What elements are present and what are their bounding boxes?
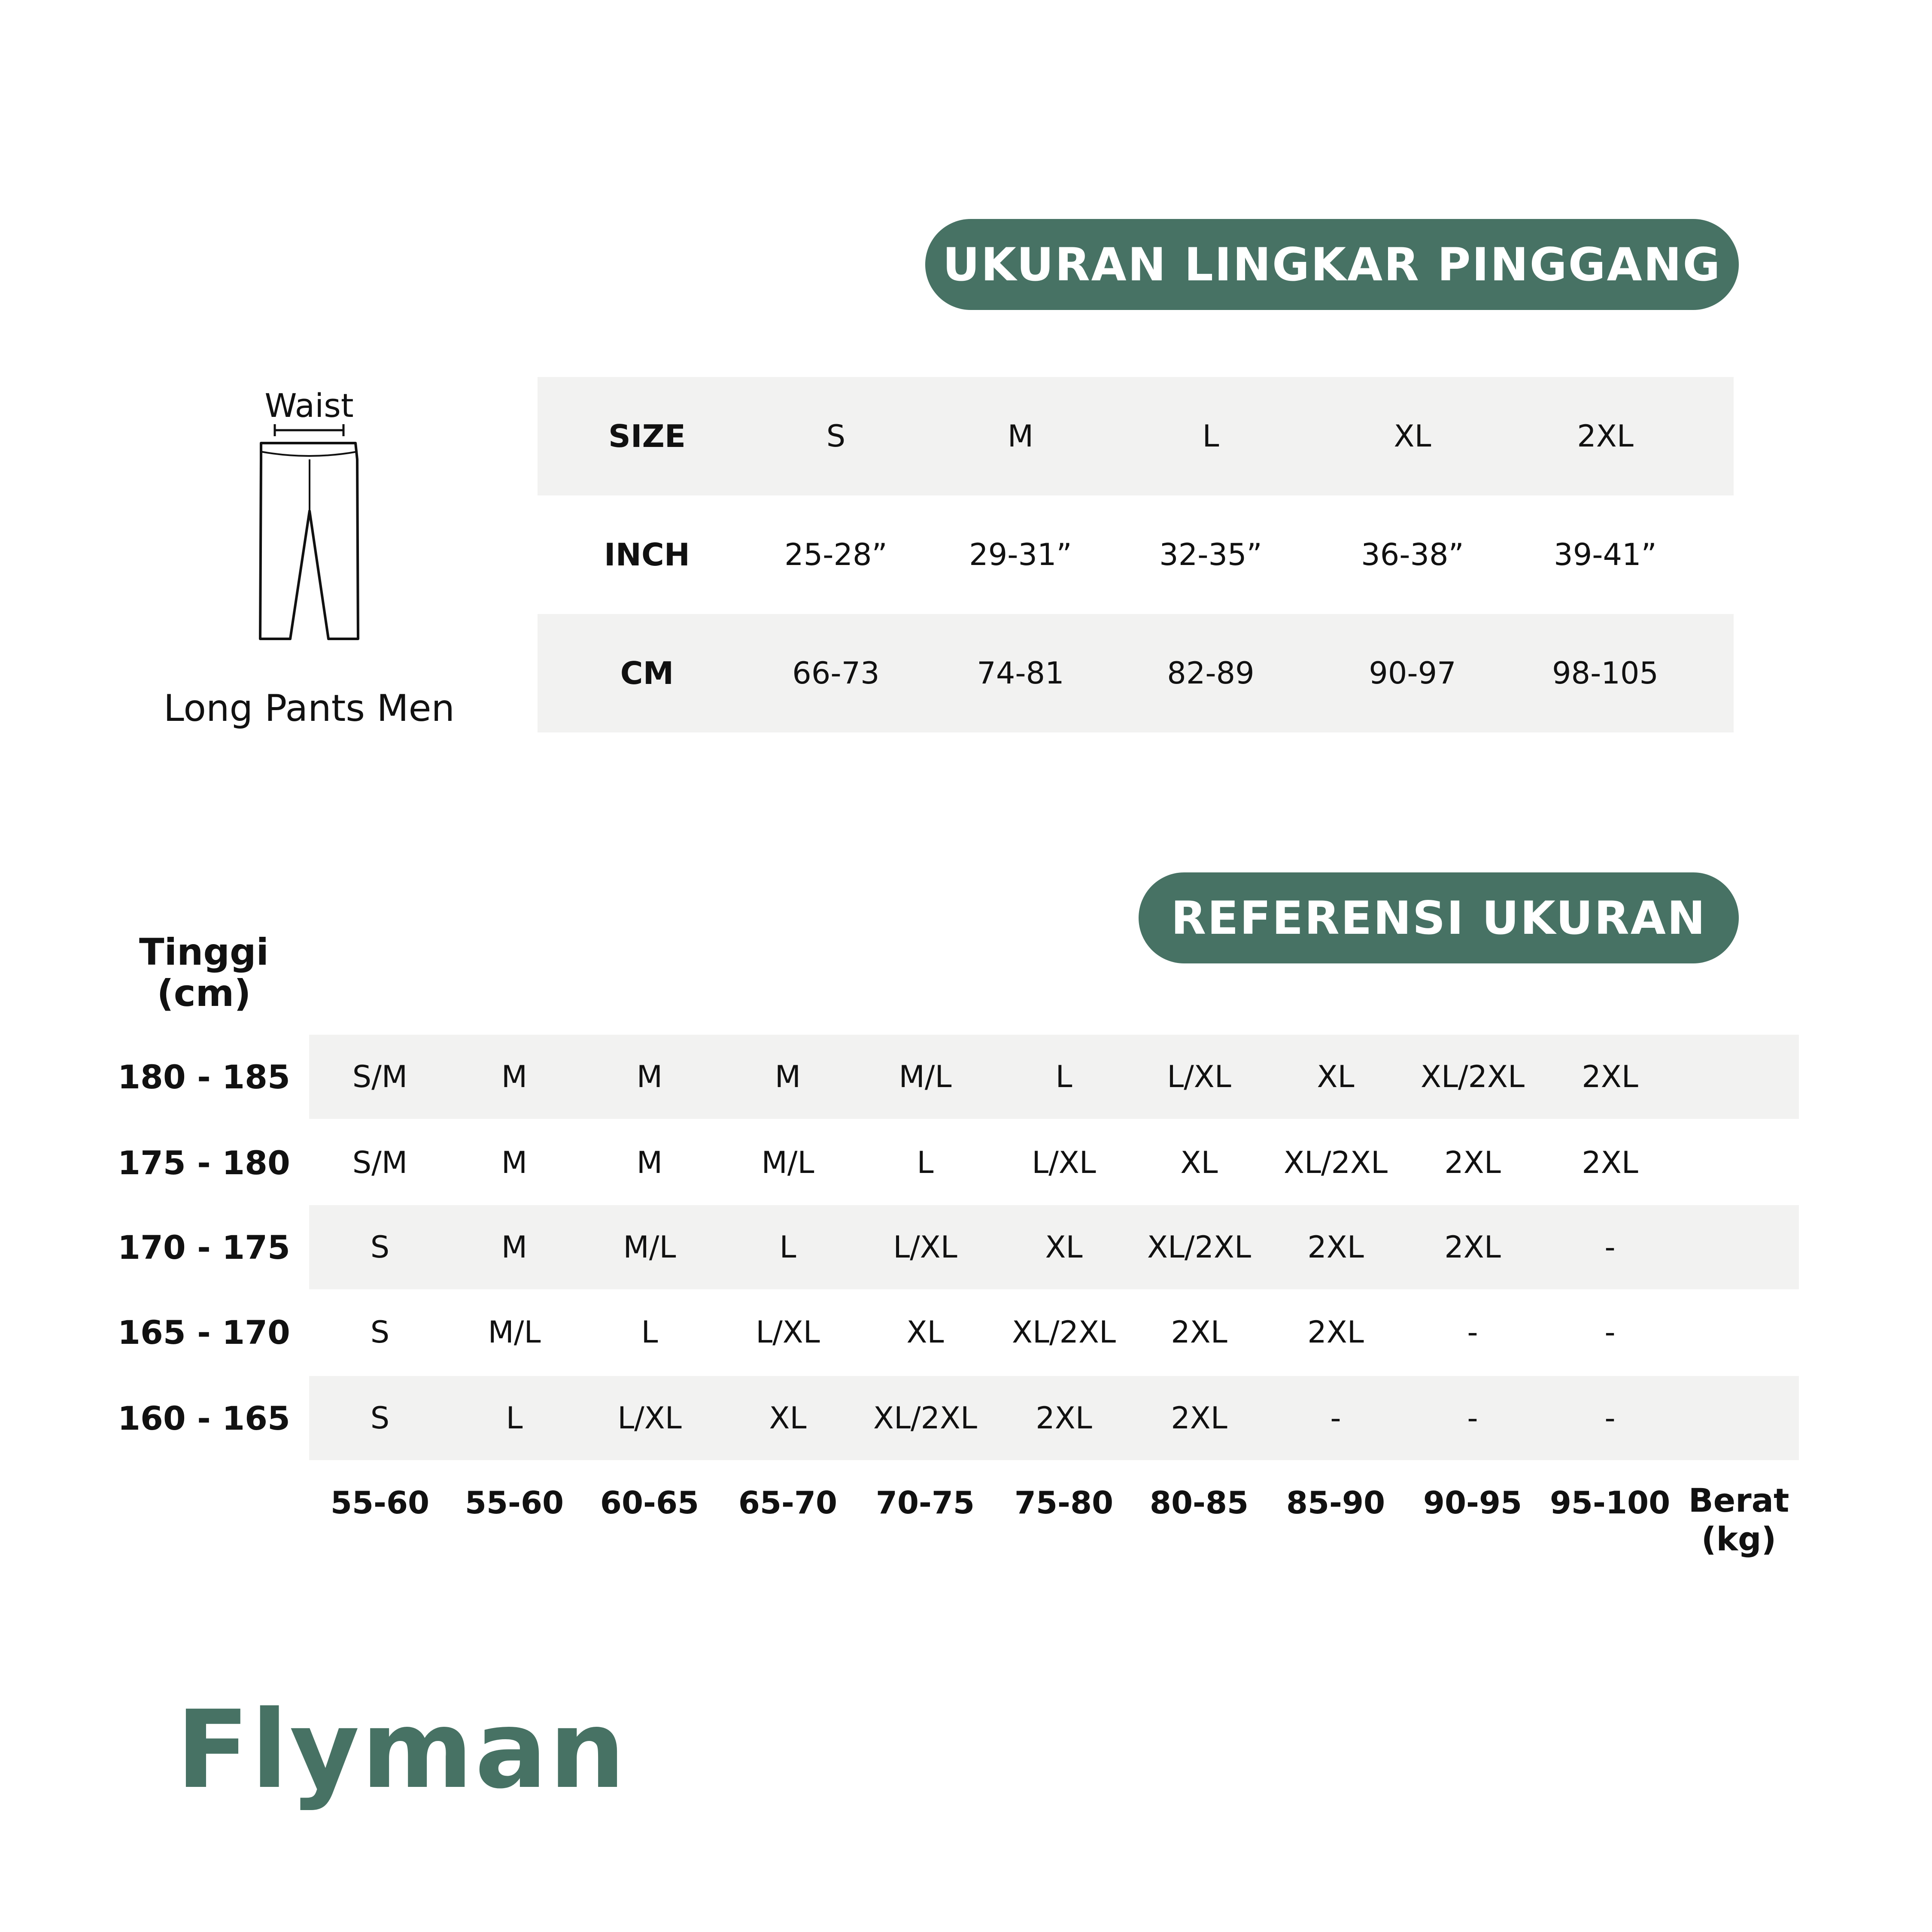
- size-reference-cell: L/XL: [756, 1315, 820, 1350]
- size-reference-cell: 2XL: [1444, 1145, 1501, 1180]
- table-header-cell: M: [1007, 419, 1034, 454]
- size-reference-cell: 2XL: [1582, 1145, 1638, 1180]
- size-reference-cell: XL: [1045, 1230, 1083, 1265]
- size-reference-cell: S/M: [352, 1059, 408, 1094]
- size-reference-cell: S: [370, 1230, 390, 1265]
- weight-range-label: 60-65: [600, 1485, 699, 1521]
- size-reference-cell: L: [506, 1400, 523, 1436]
- table-row-label: INCH: [604, 537, 690, 573]
- size-reference-cell: 2XL: [1444, 1230, 1501, 1265]
- size-reference-cell: XL/2XL: [1147, 1230, 1252, 1265]
- size-reference-cell: -: [1604, 1400, 1616, 1436]
- table-cell: 32-35”: [1159, 537, 1262, 572]
- size-reference-cell: XL/2XL: [1283, 1145, 1388, 1180]
- weight-range-label: 65-70: [738, 1485, 838, 1521]
- size-reference-cell: -: [1604, 1230, 1616, 1265]
- weight-range-label: 70-75: [875, 1485, 975, 1521]
- size-reference-cell: M/L: [899, 1059, 952, 1094]
- size-reference-cell: -: [1467, 1400, 1478, 1436]
- size-reference-cell: M: [636, 1059, 663, 1094]
- size-reference-cell: L/XL: [1032, 1145, 1096, 1180]
- size-reference-cell: M/L: [761, 1145, 814, 1180]
- table-header-cell: S: [826, 419, 846, 454]
- size-reference-cell: L/XL: [617, 1400, 682, 1436]
- weight-range-label: 85-90: [1286, 1485, 1385, 1521]
- size-reference-cell: S/M: [352, 1145, 408, 1180]
- size-reference-cell: L: [917, 1145, 934, 1180]
- size-reference-cell: 2XL: [1307, 1230, 1364, 1265]
- pants-diagram: [189, 378, 429, 670]
- weight-range-label: 55-60: [465, 1485, 564, 1521]
- waist-table-row-cm: [538, 614, 1734, 732]
- size-reference-cell: XL: [1317, 1059, 1355, 1094]
- size-reference-cell: L/XL: [893, 1230, 957, 1265]
- weight-range-label: 55-60: [330, 1485, 430, 1521]
- diagram-caption: Long Pants Men: [163, 687, 455, 730]
- size-reference-row: [309, 1290, 1799, 1374]
- size-reference-cell: M: [636, 1145, 663, 1180]
- size-reference-cell: XL: [1180, 1145, 1218, 1180]
- weight-axis-label: Berat (kg): [1688, 1481, 1789, 1558]
- waist-size-title: UKURAN LINGKAR PINGGANG: [925, 219, 1739, 310]
- table-cell: 90-97: [1369, 656, 1456, 691]
- size-reference-cell: L/XL: [1167, 1059, 1231, 1094]
- size-reference-cell: XL/2XL: [1012, 1315, 1116, 1350]
- waist-table-header-row: [538, 377, 1734, 495]
- table-row-label: CM: [620, 655, 674, 691]
- table-header-cell: L: [1202, 419, 1219, 454]
- waist-table-row-inch: [538, 495, 1734, 614]
- size-reference-cell: XL: [769, 1400, 807, 1436]
- size-reference-cell: M/L: [623, 1230, 676, 1265]
- weight-range-label: 75-80: [1014, 1485, 1114, 1521]
- table-cell: 66-73: [792, 656, 880, 691]
- size-reference-cell: L: [1055, 1059, 1072, 1094]
- size-reference-row: [309, 1121, 1799, 1205]
- size-reference-cell: 2XL: [1307, 1315, 1364, 1350]
- weight-range-label: 90-95: [1423, 1485, 1522, 1521]
- waist-label: Waist: [264, 386, 354, 425]
- size-reference-cell: M/L: [488, 1315, 541, 1350]
- size-reference-cell: -: [1604, 1315, 1616, 1350]
- table-cell: 98-105: [1552, 656, 1659, 691]
- size-reference-cell: M: [501, 1145, 528, 1180]
- weight-range-label: 95-100: [1549, 1485, 1671, 1521]
- size-reference-cell: XL/2XL: [873, 1400, 978, 1436]
- size-reference-cell: M: [775, 1059, 801, 1094]
- size-reference-cell: M: [501, 1059, 528, 1094]
- size-reference-cell: XL/2XL: [1420, 1059, 1525, 1094]
- height-row-label: 180 - 185: [118, 1057, 290, 1096]
- size-reference-cell: L: [779, 1230, 796, 1265]
- size-reference-cell: L: [641, 1315, 658, 1350]
- table-header-cell: SIZE: [608, 418, 686, 454]
- long-pants-icon: [189, 421, 429, 670]
- brand-logo: Flyman: [176, 1687, 627, 1812]
- size-reference-cell: S: [370, 1400, 390, 1436]
- size-reference-row: [309, 1376, 1799, 1460]
- size-reference-row: [309, 1205, 1799, 1289]
- height-row-label: 160 - 165: [118, 1399, 290, 1437]
- size-reference-cell: -: [1330, 1400, 1341, 1436]
- table-cell: 36-38”: [1361, 537, 1464, 572]
- table-cell: 29-31”: [969, 537, 1072, 572]
- size-reference-title: REFERENSI UKURAN: [1139, 872, 1739, 963]
- table-cell: 25-28”: [784, 537, 887, 572]
- size-reference-row: [309, 1035, 1799, 1119]
- size-reference-cell: -: [1467, 1315, 1478, 1350]
- size-reference-cell: S: [370, 1315, 390, 1350]
- size-reference-cell: 2XL: [1171, 1315, 1227, 1350]
- table-cell: 39-41”: [1554, 537, 1657, 572]
- table-header-cell: 2XL: [1577, 419, 1634, 454]
- table-cell: 82-89: [1167, 656, 1255, 691]
- size-reference-cell: 2XL: [1171, 1400, 1227, 1436]
- height-row-label: 170 - 175: [118, 1228, 290, 1267]
- size-reference-cell: 2XL: [1036, 1400, 1092, 1436]
- size-reference-cell: M: [501, 1230, 528, 1265]
- height-row-label: 175 - 180: [118, 1143, 290, 1182]
- height-axis-label: Tinggi (cm): [139, 931, 269, 1015]
- size-reference-cell: XL: [906, 1315, 944, 1350]
- height-row-label: 165 - 170: [118, 1313, 290, 1352]
- weight-range-label: 80-85: [1149, 1485, 1249, 1521]
- table-cell: 74-81: [977, 656, 1064, 691]
- table-header-cell: XL: [1394, 419, 1431, 454]
- size-reference-cell: 2XL: [1582, 1059, 1638, 1094]
